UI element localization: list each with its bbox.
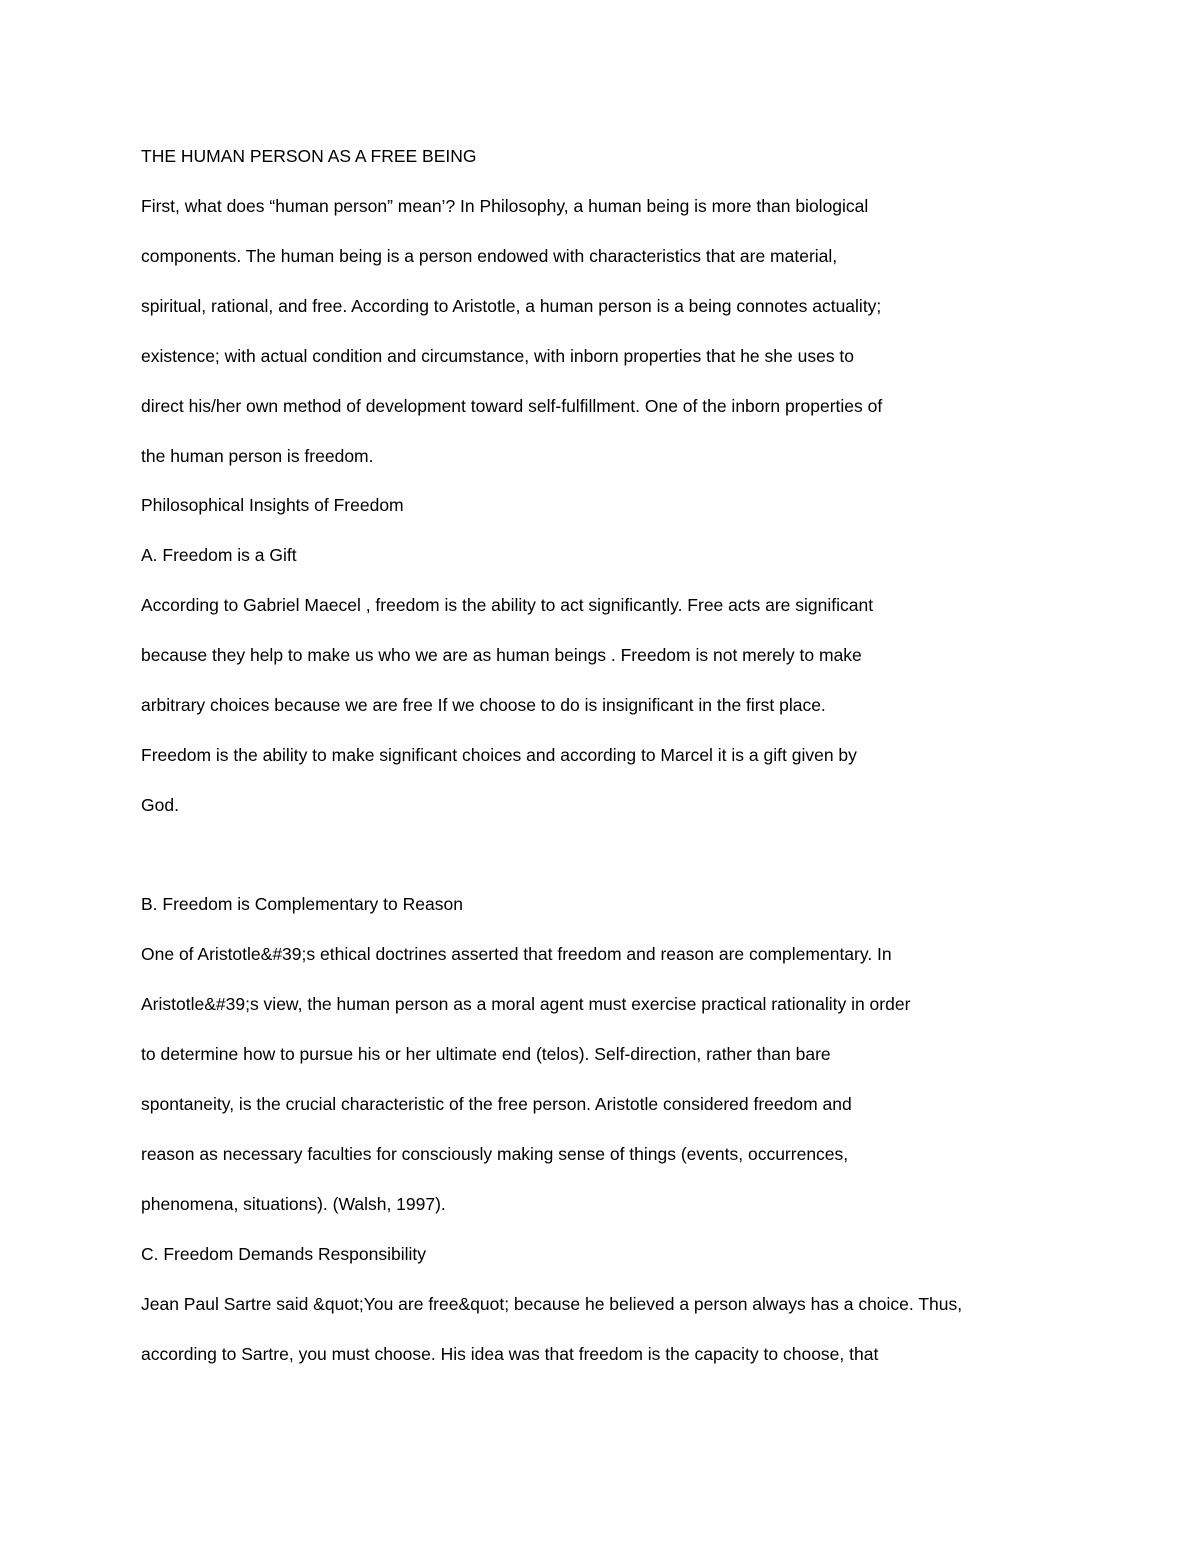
document-title: THE HUMAN PERSON AS A FREE BEING (141, 146, 477, 166)
paragraph-line: phenomena, situations). (Walsh, 1997). (141, 1194, 446, 1214)
paragraph-line: One of Aristotle&#39;s ethical doctrines asserted that freedom and reason are complementary. In (141, 944, 892, 964)
paragraph-line: arbitrary choices because we are free If we choose to do is insignificant in the first place. (141, 695, 826, 715)
paragraph-line: because they help to make us who we are as human beings . Freedom is not merely to make (141, 645, 862, 665)
paragraph-line: existence; with actual condition and circumstance, with inborn properties that he she uses to (141, 346, 855, 366)
paragraph-line: spiritual, rational, and free. According to Aristotle, a human person is a being connotes actuality; (141, 296, 882, 316)
subsection-heading: B. Freedom is Complementary to Reason (141, 894, 463, 914)
section-heading: Philosophical Insights of Freedom (141, 495, 404, 515)
subsection-heading: A. Freedom is a Gift (141, 545, 297, 565)
subsection-heading: C. Freedom Demands Responsibility (141, 1244, 426, 1264)
paragraph-line: God. (141, 795, 179, 815)
paragraph-line: Aristotle&#39;s view, the human person as a moral agent must exercise practical rationality in order (141, 994, 911, 1014)
paragraph-line: Jean Paul Sartre said &quot;You are free&quot; because he believed a person always has a choice. Thus, (141, 1294, 963, 1314)
paragraph-line: according to Sartre, you must choose. His idea was that freedom is the capacity to choose, that (141, 1344, 879, 1364)
paragraph-line: to determine how to pursue his or her ultimate end (telos). Self-direction, rather than bare (141, 1044, 831, 1064)
paragraph-line: First, what does “human person” mean’? In Philosophy, a human being is more than biological (141, 196, 869, 216)
paragraph-line: direct his/her own method of development toward self-fulfillment. One of the inborn properties of (141, 396, 883, 416)
paragraph-line: According to Gabriel Maecel , freedom is the ability to act significantly. Free acts are significant (141, 595, 874, 615)
paragraph-line: Freedom is the ability to make significant choices and according to Marcel it is a gift given by (141, 745, 857, 765)
paragraph-line: components. The human being is a person endowed with characteristics that are material, (141, 246, 838, 266)
paragraph-line: reason as necessary faculties for consciously making sense of things (events, occurrences, (141, 1144, 849, 1164)
paragraph-line: spontaneity, is the crucial characteristic of the free person. Aristotle considered freedom and (141, 1094, 852, 1114)
paragraph-line: the human person is freedom. (141, 446, 374, 466)
